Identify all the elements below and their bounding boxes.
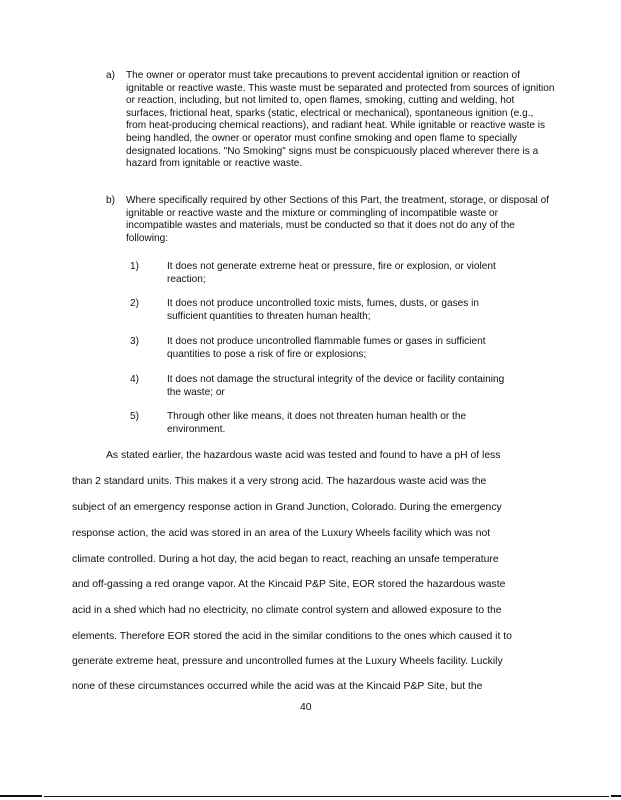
body-line-2: than 2 standard units. This makes it a very strong acid. The hazardous waste acid was the <box>72 476 487 487</box>
body-line-8: elements. Therefore EOR stored the acid in the similar conditions to the ones which caused it to <box>72 631 512 642</box>
subitem-number: 2) <box>130 298 139 309</box>
clause-a-text: The owner or operator must take precautions to prevent accidental ignition or reaction of ignitable or reactive waste. This waste must be separated and protected from sources of ignition or reaction, including, but not limited to, open flames, smoking, cutting and welding, hot surfaces, frictional heat, sparks (static, electrical or mechanical), spontaneous ignition (e.g., from heat-producing chemical reactions), and radiant heat. While ignitable or reactive waste is being handled, the owner or operator must confine smoking and open flame to specially designated locations. "No Smoking" signs must be conspicuously placed wherever there is a hazard from ignitable or reactive waste. <box>126 70 555 170</box>
body-line-3: subject of an emergency response action in Grand Junction, Colorado. During the emergency <box>72 502 502 513</box>
bottom-rule-main <box>44 796 609 797</box>
clause-b-label: b) <box>106 195 115 206</box>
subitem-text: Through other like means, it does not threaten human health or the environment. <box>167 411 467 435</box>
body-line-5: climate controlled. During a hot day, the acid began to react, reaching an unsafe temperature <box>72 554 499 565</box>
bottom-rule-left <box>0 795 42 797</box>
subitem-text: It does not produce uncontrolled flammable fumes or gases in sufficient quantities to pose a risk of fire or explosions; <box>167 336 486 360</box>
subitem-number: 3) <box>130 336 139 347</box>
page-number: 40 <box>300 702 312 713</box>
clause-a-label: a) <box>106 70 115 81</box>
body-line-9: generate extreme heat, pressure and uncontrolled fumes at the Luxury Wheels facility. Luckily <box>72 656 503 667</box>
subitem-text: It does not generate extreme heat or pressure, fire or explosion, or violent reaction; <box>167 261 496 285</box>
subitem-text: It does not produce uncontrolled toxic mists, fumes, dusts, or gases in sufficient quantities to threaten human health; <box>167 298 479 322</box>
subitem-number: 5) <box>130 411 139 422</box>
body-line-4: response action, the acid was stored in an area of the Luxury Wheels facility which was not <box>72 528 491 539</box>
body-line-1: As stated earlier, the hazardous waste acid was tested and found to have a pH of less <box>106 450 501 461</box>
subitem-text: It does not damage the structural integrity of the device or facility containing the waste; or <box>167 374 505 398</box>
body-line-6: and off-gassing a red orange vapor. At the Kincaid P&P Site, EOR stored the hazardous waste <box>72 579 506 590</box>
clause-b-text: Where specifically required by other Sections of this Part, the treatment, storage, or disposal of ignitable or reactive waste and the mixture or commingling of incompatible waste or incompatible wastes and materials, must be conducted so that it does not do any of the following: <box>126 195 550 244</box>
body-line-7: acid in a shed which had no electricity, no climate control system and allowed exposure to the <box>72 605 502 616</box>
subitem-number: 1) <box>130 261 139 272</box>
body-line-10: none of these circumstances occurred while the acid was at the Kincaid P&P Site, but the <box>72 681 483 692</box>
bottom-rule-right <box>611 795 621 797</box>
subitem-number: 4) <box>130 374 139 385</box>
